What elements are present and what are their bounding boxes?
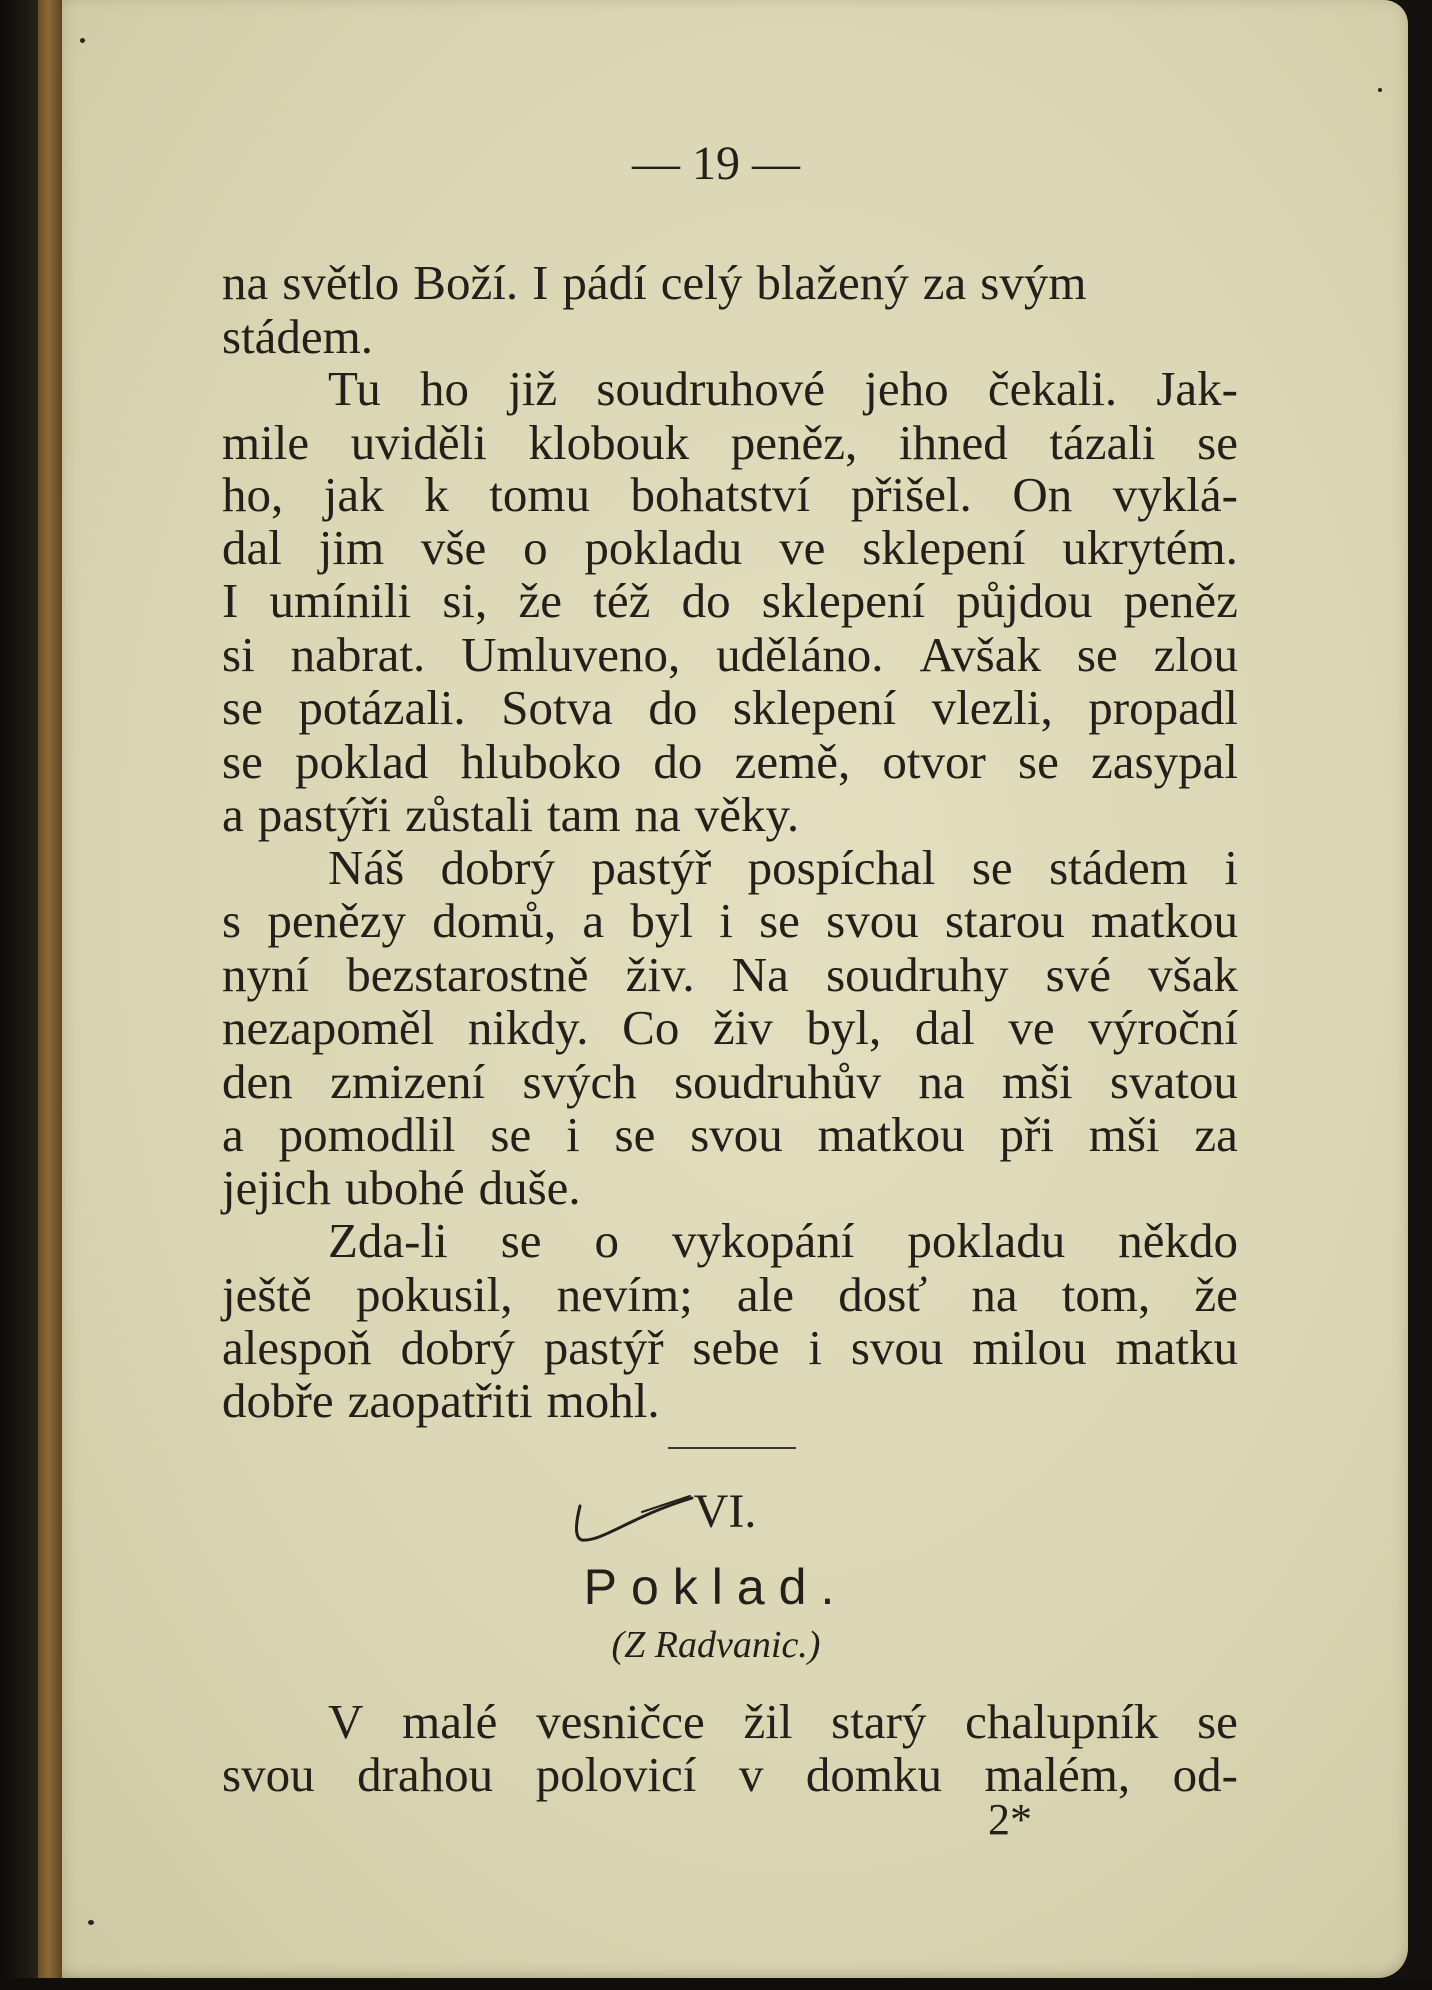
section-divider-rule [668, 1447, 796, 1449]
word: a [222, 787, 244, 842]
word: Sotva [501, 680, 613, 735]
word: věky. [694, 787, 800, 842]
word: matku [1115, 1320, 1238, 1375]
word: někdo [1118, 1213, 1238, 1268]
word: matkou [817, 1107, 965, 1162]
word: i [1224, 840, 1238, 895]
word: se [1018, 734, 1059, 789]
word: za [1194, 1107, 1238, 1162]
word: že [518, 573, 562, 628]
word: vykopání [672, 1213, 855, 1268]
word: dobře [222, 1373, 334, 1428]
word: se [222, 734, 263, 789]
text-line [222, 255, 1238, 310]
section-title: Poklad. [583, 1559, 849, 1615]
word: se [1197, 415, 1238, 470]
word: čekali. [987, 361, 1118, 416]
word: On [1012, 467, 1073, 522]
word: již [508, 361, 558, 416]
word: do [653, 734, 703, 789]
word: umínili [269, 573, 412, 628]
word: se [222, 680, 263, 735]
word: stádem. [222, 309, 374, 364]
word: mohl. [546, 1373, 660, 1428]
word: byl, [806, 1000, 882, 1055]
word: Umluveno, [461, 627, 681, 682]
word: nezapoměl [222, 1000, 435, 1055]
word: že [1194, 1267, 1238, 1322]
word: ještě [222, 1267, 312, 1322]
word: bezstarostně [346, 947, 589, 1002]
book-binding-edge [38, 0, 62, 1990]
word: zlou [1153, 627, 1238, 682]
word: vlezli, [931, 680, 1053, 735]
word: dobrý [440, 840, 555, 895]
text-line [222, 1160, 1238, 1215]
chapter-number: VI. [693, 1485, 757, 1538]
word: své [1045, 947, 1111, 1002]
word: zůstali [405, 787, 534, 842]
word: jeho [864, 361, 949, 416]
word: Boží. [413, 255, 519, 310]
text-line [222, 1320, 1238, 1375]
text-line [222, 1267, 1238, 1322]
word: se [614, 1107, 656, 1162]
word: matkou [1090, 893, 1238, 948]
word: s [222, 893, 242, 948]
word: živ [712, 1000, 773, 1055]
printer-signature-mark: 2* [988, 1795, 1032, 1844]
word: si [222, 627, 255, 682]
word: propadl [1088, 680, 1238, 735]
word: ukrytém. [1062, 520, 1238, 575]
word: ihned [898, 415, 1008, 470]
word: sebe [692, 1320, 780, 1375]
word: si, [442, 573, 488, 628]
word: dal [222, 520, 282, 575]
word: do [648, 680, 698, 735]
word: a [222, 1107, 244, 1162]
paper-speck [88, 1920, 94, 1925]
word: pospíchal [747, 840, 936, 895]
word: nabrat. [290, 627, 426, 682]
word: sklepení [862, 520, 1026, 575]
word: svou [222, 1747, 315, 1802]
text-line [222, 627, 1238, 682]
word: při [999, 1107, 1054, 1162]
word: na [222, 255, 269, 310]
word: jak [323, 467, 384, 522]
word: zaopatřiti [347, 1373, 533, 1428]
word: soudruhy [826, 947, 1009, 1002]
word: V [328, 1694, 364, 1749]
text-line [222, 520, 1238, 575]
word: polovicí [535, 1747, 697, 1802]
word: jim [318, 520, 385, 575]
word: starou [944, 893, 1065, 948]
word: Tu [328, 361, 381, 416]
word: žil [743, 1694, 793, 1749]
word: domů, [432, 893, 557, 948]
word: Zda-li [328, 1213, 448, 1268]
word: I [532, 255, 549, 310]
word: hluboko [460, 734, 622, 789]
word: i [808, 1320, 822, 1375]
word: na [971, 1267, 1018, 1322]
word: pádí [562, 255, 647, 310]
book-spine-shadow [0, 0, 38, 1990]
section-subtitle: (Z Radvanic.) [611, 1624, 821, 1666]
word: soudruhův [674, 1054, 881, 1109]
word: tom, [1061, 1267, 1151, 1322]
word: svých [522, 1054, 637, 1109]
word: tam [547, 787, 621, 842]
text-line [222, 734, 1238, 789]
word: malém, [984, 1747, 1131, 1802]
text-line [222, 1747, 1238, 1802]
word: Na [731, 947, 789, 1002]
page-bottom-edge [0, 1978, 1432, 1990]
word: chalupník [965, 1694, 1159, 1749]
word: potázali. [298, 680, 466, 735]
text-line [328, 840, 1238, 895]
word: mši [1088, 1107, 1160, 1162]
word: peněz [1123, 573, 1238, 628]
word: vesničce [536, 1694, 705, 1749]
word: na [918, 1054, 965, 1109]
text-line [222, 787, 1238, 842]
word: pokladu [907, 1213, 1066, 1268]
word: se [971, 840, 1013, 895]
word: pokladu [584, 520, 743, 575]
word: tázali [1049, 415, 1156, 470]
text-line [328, 1694, 1238, 1749]
word: i [566, 1107, 580, 1162]
word: Jak- [1156, 361, 1238, 416]
word: celý [660, 255, 743, 310]
word: svatou [1109, 1054, 1238, 1109]
word: drahou [357, 1747, 494, 1802]
text-line [328, 1213, 1238, 1268]
word: světlo [282, 255, 400, 310]
word: Náš [328, 840, 405, 895]
word: pokusil, [355, 1267, 513, 1322]
word: dobrý [400, 1320, 515, 1375]
word: v [738, 1747, 764, 1802]
text-line [328, 361, 1238, 416]
text-line [222, 1107, 1238, 1162]
word: o [523, 520, 548, 575]
word: blažený [756, 255, 909, 310]
word: bohatství [630, 467, 811, 522]
word: vyklá- [1112, 467, 1238, 522]
word: pastýři [257, 787, 392, 842]
word: svým [980, 255, 1087, 310]
word: na [634, 787, 681, 842]
text-line [222, 947, 1238, 1002]
word: země, [734, 734, 851, 789]
word: tomu [489, 467, 590, 522]
word: penězy [267, 893, 407, 948]
word: soudruhové [596, 361, 826, 416]
paper-speck [1378, 88, 1382, 92]
word: milou [972, 1320, 1087, 1375]
word: do [681, 573, 731, 628]
word: k [424, 467, 449, 522]
word: o [594, 1213, 620, 1268]
word: svou [850, 1320, 944, 1375]
word: se [1076, 627, 1118, 682]
word: ale [736, 1267, 795, 1322]
word: se [1197, 1694, 1238, 1749]
word: stádem [1049, 840, 1188, 895]
word: sklepení [761, 573, 926, 628]
word: dal [914, 1000, 975, 1055]
text-line [222, 415, 1238, 470]
word: jejich [222, 1160, 331, 1215]
word: otvor [882, 734, 986, 789]
word: nyní [222, 947, 310, 1002]
word: I [222, 573, 239, 628]
word: svou [826, 893, 919, 948]
word: dosť [838, 1267, 928, 1322]
word: den [222, 1054, 293, 1109]
word: sklepení [732, 680, 897, 735]
word: přišel. [850, 467, 972, 522]
word: ho, [222, 467, 284, 522]
word: starý [831, 1694, 927, 1749]
text-line [222, 680, 1238, 735]
word: od- [1172, 1747, 1238, 1802]
word: malé [402, 1694, 498, 1749]
word: alespoň [222, 1320, 372, 1375]
word: se [490, 1107, 532, 1162]
word: uděláno. [716, 627, 884, 682]
word: klobouk [528, 415, 690, 470]
word: zasypal [1091, 734, 1238, 789]
text-line [222, 467, 1238, 522]
word: též [593, 573, 651, 628]
word: mile [222, 415, 310, 470]
word: výroční [1088, 1000, 1238, 1055]
word: pomodlil [278, 1107, 456, 1162]
word: Co [622, 1000, 680, 1055]
text-line [222, 893, 1238, 948]
word: nevím; [556, 1267, 693, 1322]
word: uviděli [350, 415, 487, 470]
word: ve [779, 520, 826, 575]
text-line [222, 1054, 1238, 1109]
word: i [719, 893, 733, 948]
word: duše. [478, 1160, 581, 1215]
word: půjdou [956, 573, 1093, 628]
text-line [222, 309, 1238, 364]
word: však [1148, 947, 1238, 1002]
paper-speck [80, 38, 85, 43]
word: živ. [625, 947, 695, 1002]
word: se [759, 893, 800, 948]
word: za [922, 255, 967, 310]
text-line [222, 1000, 1238, 1055]
word: nikdy. [467, 1000, 589, 1055]
word: mši [1001, 1054, 1073, 1109]
word: vše [420, 520, 487, 575]
word: poklad [295, 734, 429, 789]
word: peněz, [730, 415, 858, 470]
word: ubohé [344, 1160, 465, 1215]
text-line [222, 573, 1238, 628]
word: ho [419, 361, 469, 416]
word: pastýř [543, 1320, 664, 1375]
word: zmizení [330, 1054, 486, 1109]
word: Avšak [919, 627, 1042, 682]
page-number: — 19 — [632, 137, 800, 190]
word: a [582, 893, 605, 948]
word: ve [1008, 1000, 1055, 1055]
word: domku [805, 1747, 942, 1802]
text-line [222, 1373, 1238, 1428]
word: byl [630, 893, 694, 948]
word: se [500, 1213, 542, 1268]
word: pastýř [591, 840, 712, 895]
word: svou [690, 1107, 783, 1162]
